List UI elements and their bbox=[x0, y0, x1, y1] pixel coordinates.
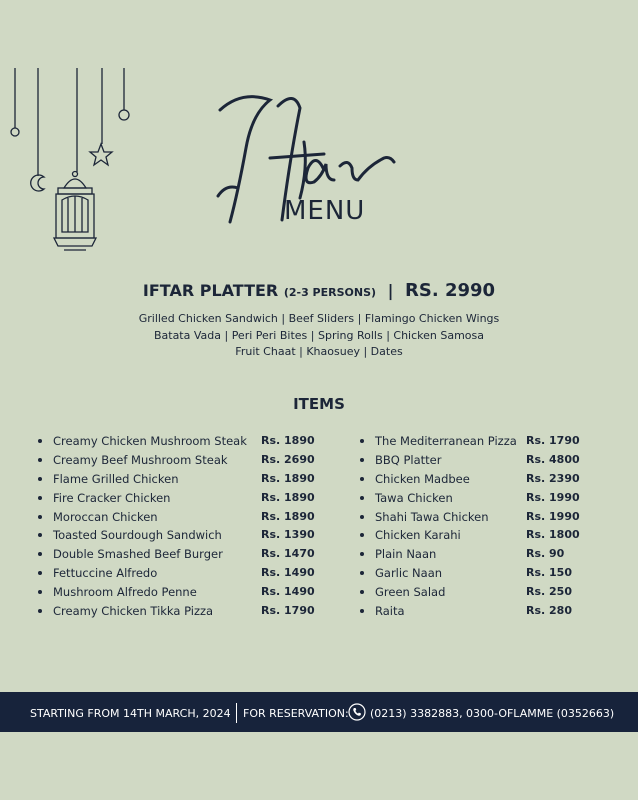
platter-line: Batata Vada | Peri Peri Bites | Spring Rolls | Chicken Samosa bbox=[153, 328, 485, 342]
bullet-icon bbox=[38, 609, 42, 613]
bullet-icon bbox=[360, 533, 364, 537]
item-name: Fire Cracker Chicken bbox=[53, 490, 171, 505]
item-name: Flame Grilled Chicken bbox=[53, 471, 179, 486]
item-price: Rs. 1890 bbox=[261, 490, 315, 504]
menu-item bbox=[38, 509, 313, 528]
items-list-right bbox=[360, 433, 580, 622]
menu-title: MENU bbox=[284, 196, 366, 226]
menu-item bbox=[38, 603, 313, 622]
menu-item bbox=[360, 509, 580, 528]
item-name: Creamy Chicken Tikka Pizza bbox=[53, 604, 214, 619]
menu-item bbox=[360, 452, 580, 471]
bullet-icon bbox=[38, 439, 42, 443]
menu-item bbox=[38, 452, 313, 471]
bullet-icon bbox=[38, 533, 42, 537]
item-price: Rs. 250 bbox=[526, 585, 572, 599]
hanging-ornaments-icon bbox=[0, 0, 140, 260]
phone-icon bbox=[348, 703, 366, 721]
menu-item bbox=[38, 546, 313, 565]
item-price: Rs. 1990 bbox=[526, 490, 580, 504]
menu-item bbox=[38, 471, 313, 490]
items-list-left bbox=[38, 433, 313, 622]
item-name: The Mediterranean Pizza bbox=[375, 434, 517, 448]
bullet-icon bbox=[360, 590, 364, 594]
item-price: Rs. 1390 bbox=[261, 528, 315, 542]
bullet-icon bbox=[38, 477, 42, 481]
reservation-numbers: (0213) 3382883, 0300-OFLAMME (0352663) bbox=[370, 707, 615, 720]
bullet-icon bbox=[38, 571, 42, 575]
platter-name: IFTAR PLATTER bbox=[142, 281, 279, 300]
item-price: Rs. 1800 bbox=[526, 528, 580, 542]
item-price: Rs. 2390 bbox=[526, 471, 580, 485]
item-name: Plain Naan bbox=[375, 547, 437, 562]
item-price: Rs. 1890 bbox=[261, 509, 315, 523]
item-price: Rs. 1490 bbox=[261, 585, 315, 599]
platter-separator: | bbox=[387, 281, 394, 300]
bullet-icon bbox=[360, 571, 364, 575]
item-price: Rs. 2690 bbox=[261, 452, 315, 466]
item-price: Rs. 280 bbox=[526, 604, 572, 618]
platter-line: Grilled Chicken Sandwich | Beef Sliders | Flamingo Chicken Wings bbox=[138, 312, 500, 325]
item-name: Mushroom Alfredo Penne bbox=[53, 585, 197, 600]
menu-item bbox=[360, 490, 580, 509]
item-price: Rs. 1470 bbox=[261, 547, 315, 561]
menu-item bbox=[360, 584, 580, 603]
bullet-icon bbox=[360, 552, 364, 556]
reservation-label: FOR RESERVATION: bbox=[243, 707, 349, 720]
start-date: STARTING FROM 14TH MARCH, 2024 bbox=[30, 707, 231, 720]
bullet-icon bbox=[38, 496, 42, 500]
menu-item bbox=[38, 527, 313, 546]
item-price: Rs. 1790 bbox=[261, 604, 315, 618]
menu-item bbox=[360, 527, 580, 546]
menu-item bbox=[360, 546, 580, 565]
platter-price: RS. 2990 bbox=[405, 280, 496, 301]
item-name: Garlic Naan bbox=[375, 566, 443, 581]
item-name: Double Smashed Beef Burger bbox=[53, 547, 223, 562]
bullet-icon bbox=[38, 590, 42, 594]
item-name: Raita bbox=[375, 604, 405, 619]
item-name: Toasted Sourdough Sandwich bbox=[53, 528, 222, 543]
item-name: Creamy Beef Mushroom Steak bbox=[53, 452, 228, 467]
item-name: Shahi Tawa Chicken bbox=[375, 509, 489, 524]
menu-item bbox=[38, 433, 313, 452]
menu-item bbox=[360, 471, 580, 490]
menu-item bbox=[38, 565, 313, 584]
menu-item bbox=[360, 565, 580, 584]
menu-item bbox=[38, 584, 313, 603]
bullet-icon bbox=[360, 439, 364, 443]
bullet-icon bbox=[38, 515, 42, 519]
bullet-icon bbox=[38, 458, 42, 462]
item-price: Rs. 1890 bbox=[261, 471, 315, 485]
items-heading: ITEMS bbox=[293, 395, 345, 413]
bullet-icon bbox=[360, 515, 364, 519]
iftar-script-text: Iftar bbox=[212, 88, 215, 89]
item-price: Rs. 1990 bbox=[526, 509, 580, 523]
menu-item bbox=[38, 490, 313, 509]
bullet-icon bbox=[360, 496, 364, 500]
item-price: Rs. 1490 bbox=[261, 566, 315, 580]
menu-item bbox=[360, 433, 580, 452]
platter-heading bbox=[0, 280, 638, 301]
item-name: Creamy Chicken Mushroom Steak bbox=[53, 434, 247, 448]
item-name: Chicken Karahi bbox=[375, 528, 461, 543]
item-name: Fettuccine Alfredo bbox=[53, 566, 158, 581]
bullet-icon bbox=[360, 477, 364, 481]
item-price: Rs. 4800 bbox=[526, 452, 580, 466]
item-price: Rs. 1890 bbox=[261, 434, 315, 447]
footer-bar bbox=[0, 692, 638, 732]
platter-persons: (2-3 PERSONS) bbox=[283, 286, 377, 299]
bullet-icon bbox=[360, 458, 364, 462]
item-name: Tawa Chicken bbox=[375, 490, 453, 505]
item-name: Green Salad bbox=[375, 585, 446, 600]
footer-divider bbox=[236, 703, 237, 723]
platter-contents bbox=[0, 311, 638, 361]
bullet-icon bbox=[360, 609, 364, 613]
bullet-icon bbox=[38, 552, 42, 556]
item-price: Rs. 90 bbox=[526, 547, 565, 561]
item-name: BBQ Platter bbox=[375, 452, 442, 467]
platter-line: Fruit Chaat | Khaosuey | Dates bbox=[235, 345, 403, 358]
item-name: Chicken Madbee bbox=[375, 471, 470, 486]
menu-item bbox=[360, 603, 580, 622]
item-price: Rs. 150 bbox=[526, 566, 572, 580]
item-name: Moroccan Chicken bbox=[53, 509, 158, 524]
item-price: Rs. 1790 bbox=[526, 434, 580, 447]
